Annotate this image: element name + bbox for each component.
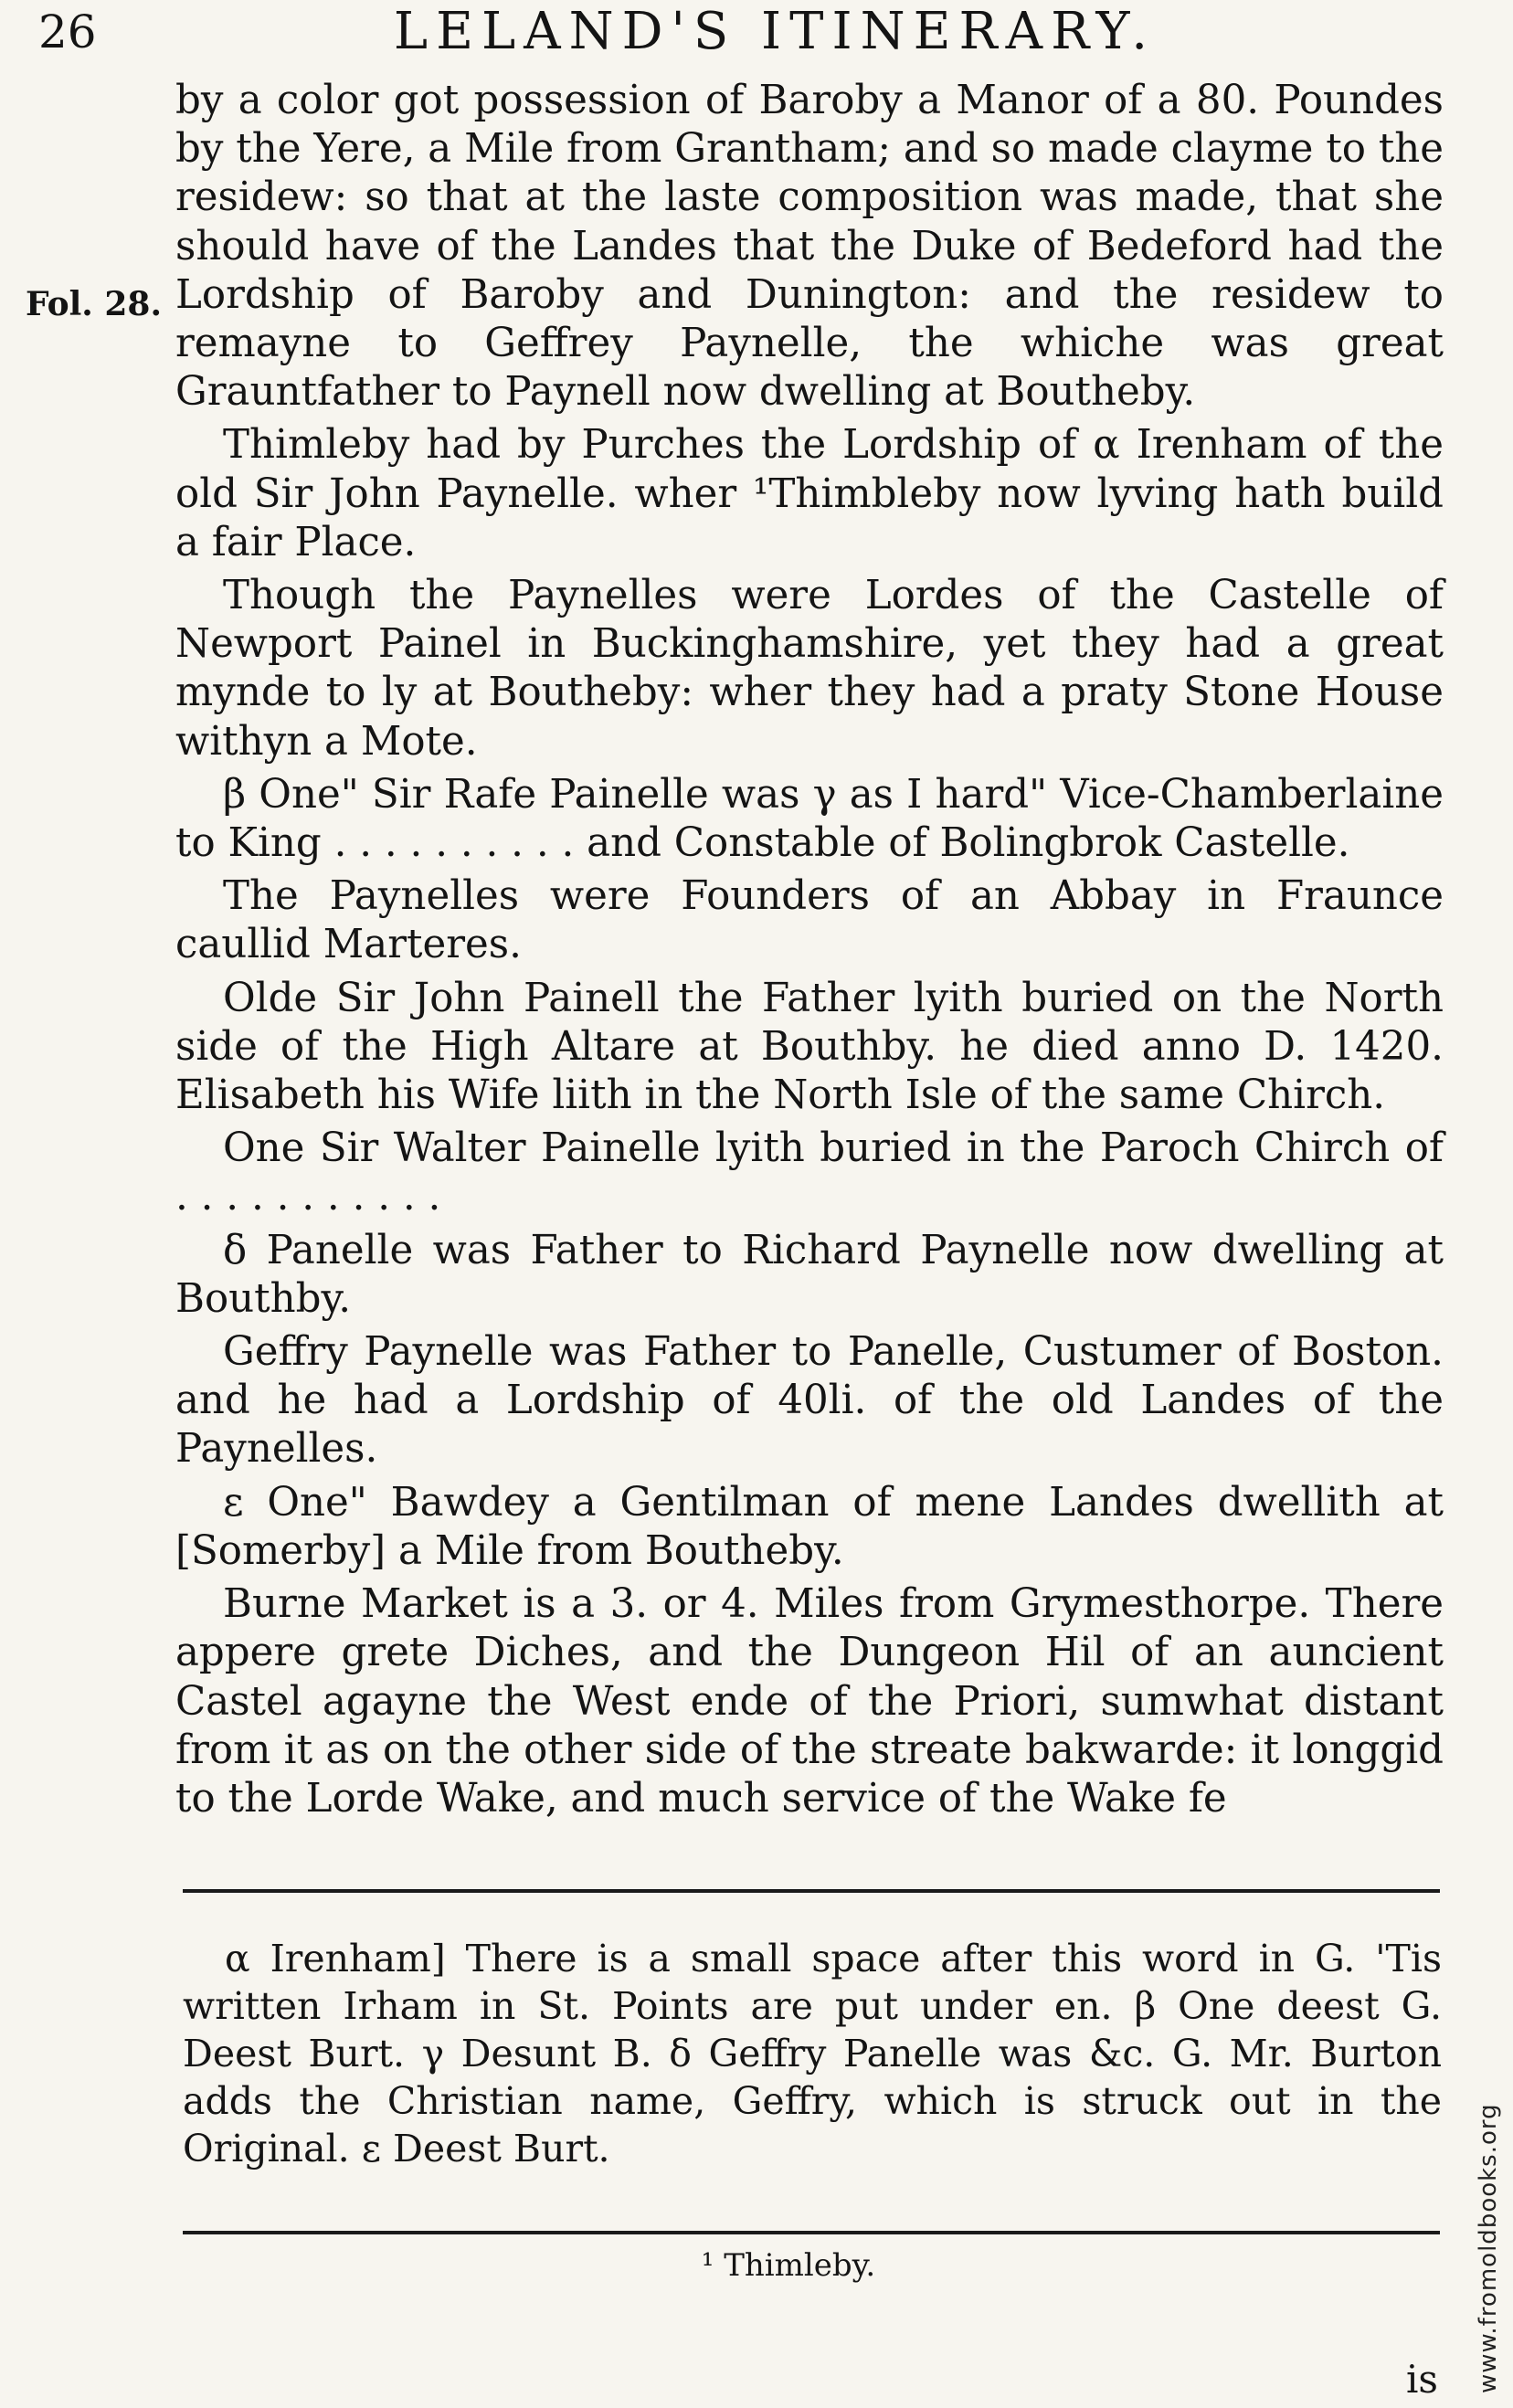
paragraph: β One" Sir Rafe Painelle was γ as I hard" Vice-Chamberlaine to King . . . . . . . . . . and Constable of Bolingbrok Castelle. (175, 771, 1444, 867)
paragraph: Thimleby had by Purches the Lordship of α Irenham of the old Sir John Paynelle. wher ¹Thimbleby now lyving hath build a fair Place. (175, 422, 1444, 565)
paragraph: Though the Paynelles were Lordes of the Castelle of Newport Painel in Buckinghamshire, yet they had a great mynde to ly at Boutheby: wher they had a praty Stone House withyn a Mote. (175, 573, 1444, 765)
paragraph: by a color got possession of Baroby a Manor of a 80. Poundes by the Yere, a Mile from Grantham; and so made clayme to the residew: so that at the laste composition was made, that she should have of the Landes that the Duke of Bedeford had the Lordship of Baroby and Dunington: and the residew to remayne to Geffrey Paynelle, the whiche was great Grauntfather to Paynell now dwelling at Boutheby. (175, 78, 1444, 416)
running-head: LELAND'S ITINERARY. (393, 2, 1157, 61)
editorial-notes (183, 1935, 1442, 2172)
paragraph: δ Panelle was Father to Richard Paynelle now dwelling at Bouthby. (175, 1227, 1444, 1322)
notes-paragraph: α Irenham] There is a small space after this word in G. 'Tis written Irham in St. Points are put under en. β One deest G. Deest Burt. γ Desunt B. δ Geffry Panelle was &c. G. Mr. Burton adds the Christian name, Geffry, which is struck out in the Original. ε Deest Burt. (183, 1937, 1442, 2170)
paragraph: Olde Sir John Painell the Father lyith buried on the North side of the High Altare at Bouthby. he died anno D. 1420. Elisabeth his Wife liith in the North Isle of the same Chirch. (175, 975, 1444, 1119)
margin-folio-note: Fol. 28. (26, 285, 162, 323)
footnote-divider (183, 2231, 1440, 2234)
page-number: 26 (38, 5, 97, 58)
paragraph: Geffry Paynelle was Father to Panelle, Custumer of Boston. and he had a Lordship of 40li. of the old Landes of the Paynelles. (175, 1329, 1444, 1473)
footnote: ¹ Thimleby. (701, 2247, 876, 2284)
watermark: www.fromoldbooks.org (1475, 2103, 1502, 2393)
paragraph: ε One" Bawdey a Gentilman of mene Landes dwellith at [Somerby] a Mile from Boutheby. (175, 1479, 1444, 1574)
paragraph: The Paynelles were Founders of an Abbay in Fraunce caullid Marteres. (175, 873, 1444, 968)
paragraph: One Sir Walter Painelle lyith buried in the Paroch Chirch of . . . . . . . . . . . (175, 1125, 1444, 1220)
body-text (175, 77, 1444, 1823)
paragraph: Burne Market is a 3. or 4. Miles from Grymesthorpe. There appere grete Diches, and the Dungeon Hil of an auncient Castel agayne the West ende of the Priori, sumwhat distant from it as on the other side of the streate bakwarde: it longgid to the Lorde Wake, and much service of the Wake fe (175, 1581, 1444, 1822)
notes-divider (183, 1889, 1440, 1893)
catchword: is (1406, 2357, 1438, 2402)
